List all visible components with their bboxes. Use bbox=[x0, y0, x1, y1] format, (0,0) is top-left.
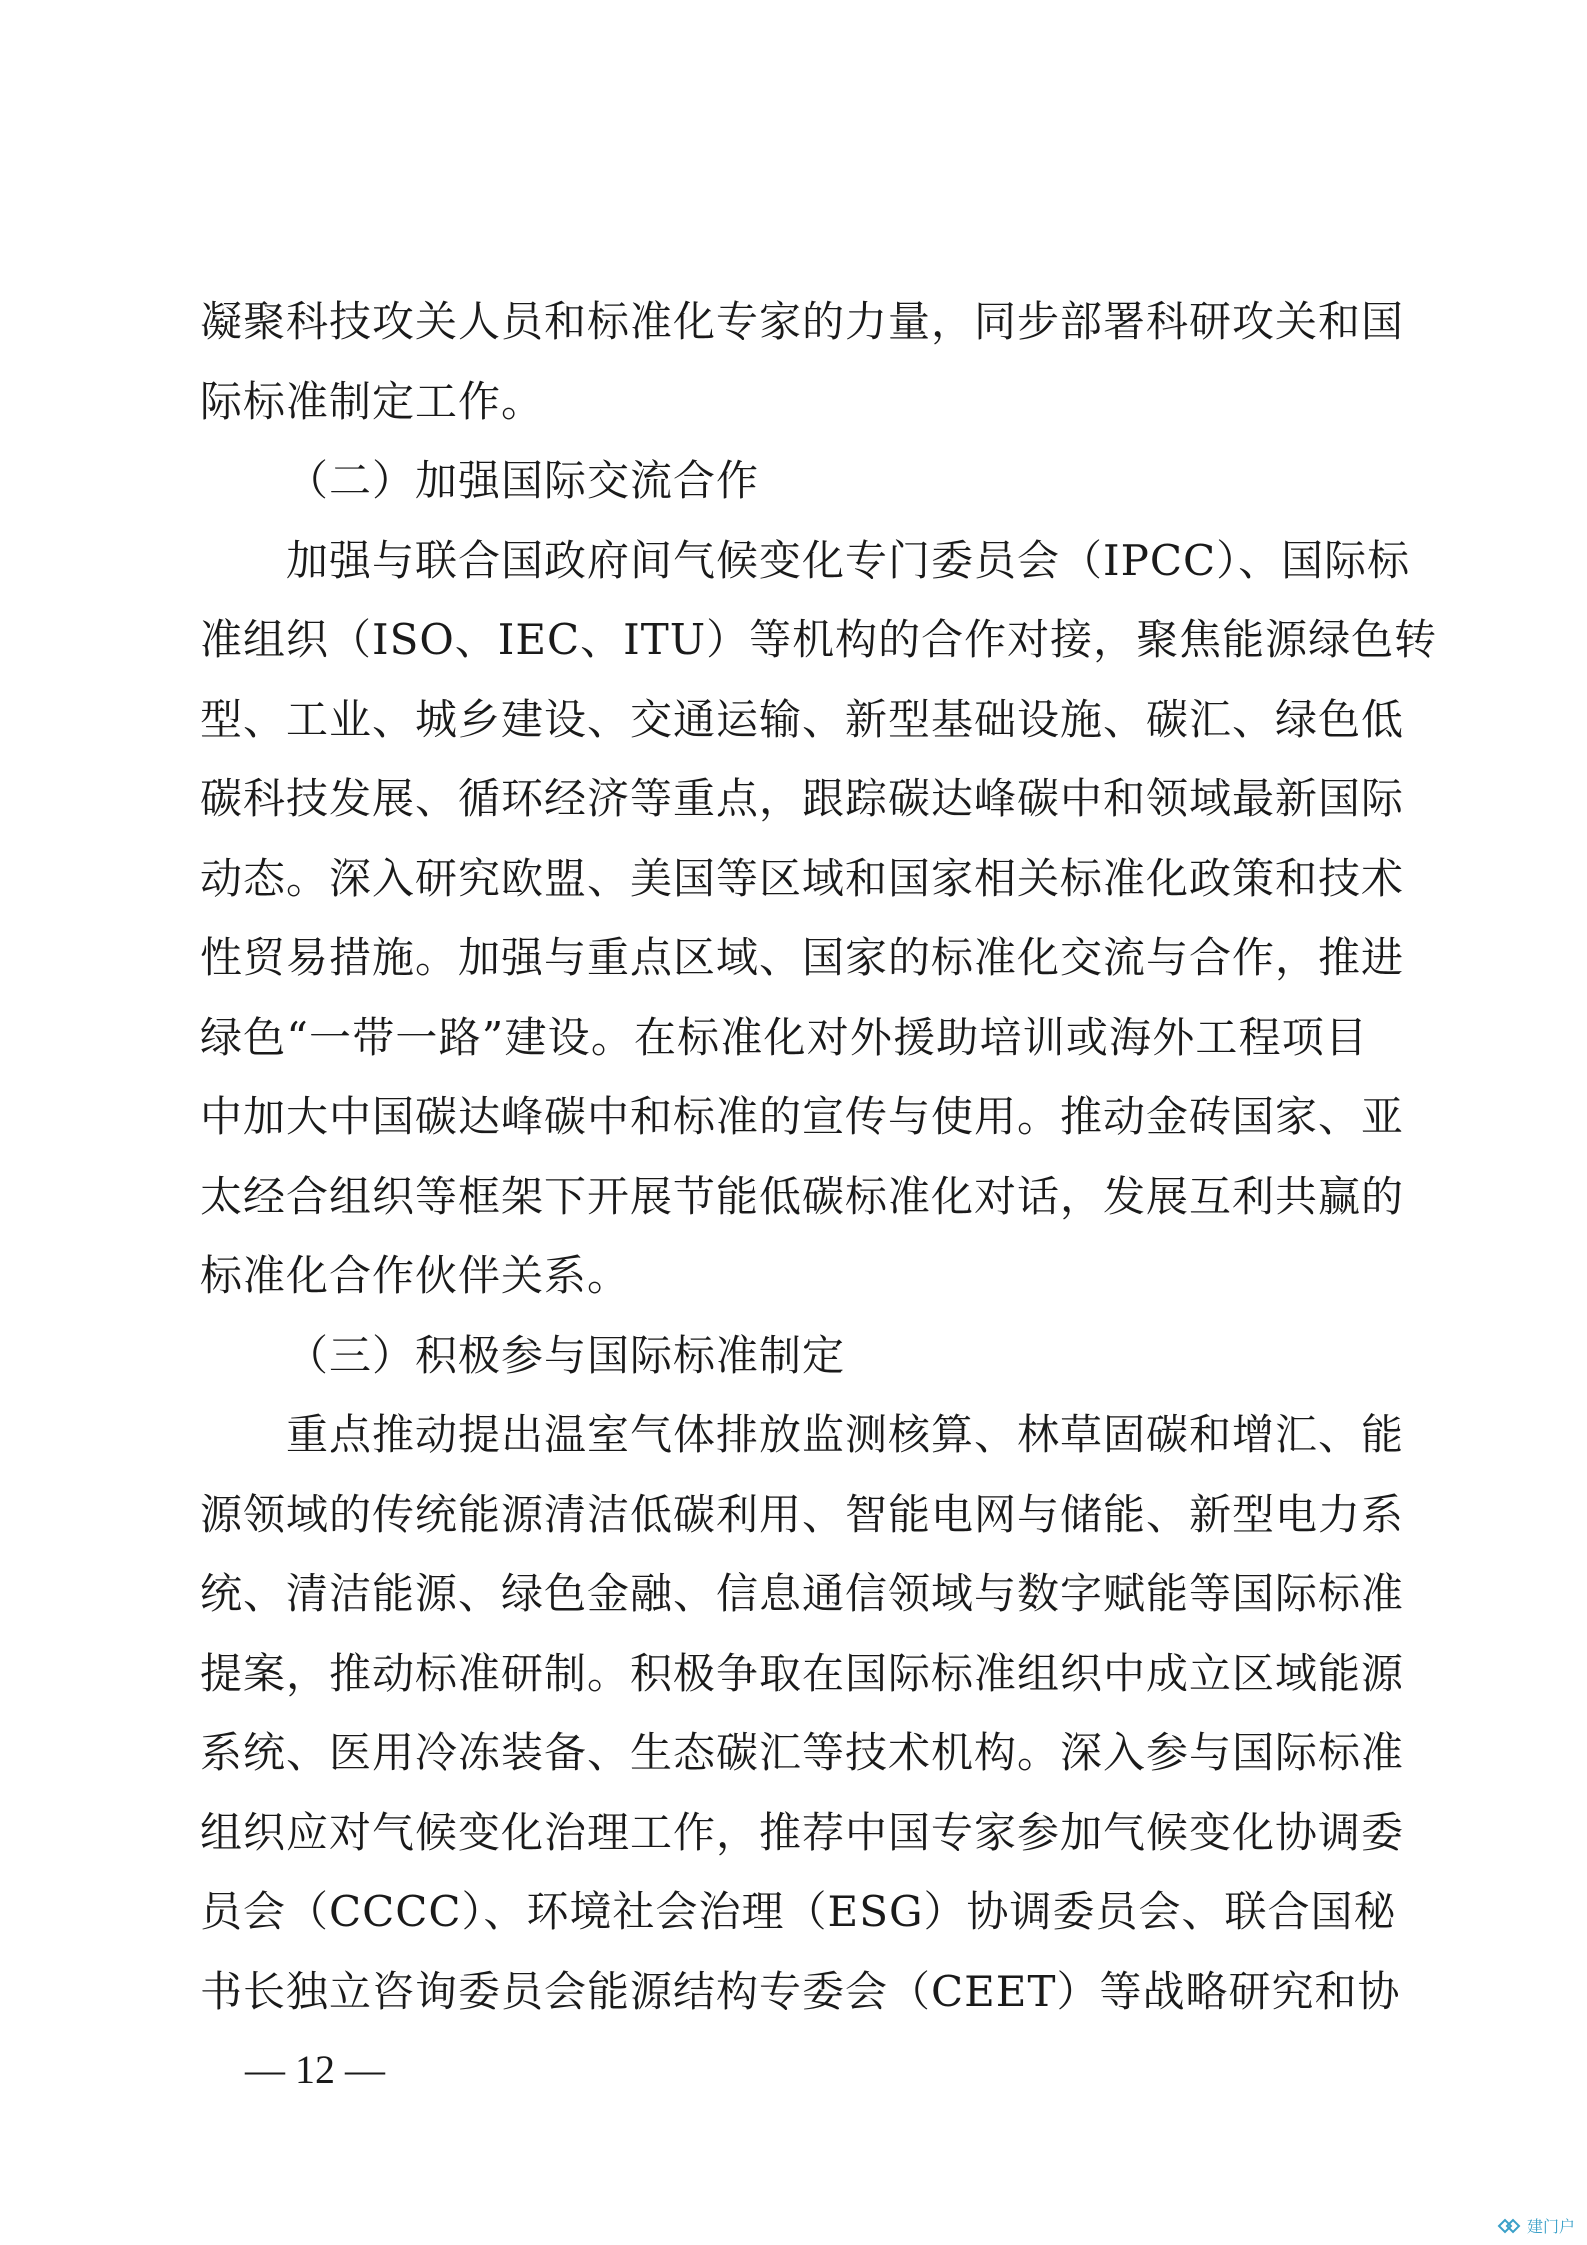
document-body bbox=[200, 282, 1438, 2031]
paragraph-line: 系统、医用冷冻装备、生态碳汇等技术机构。深入参与国际标准 bbox=[200, 1728, 1405, 1777]
diamond-logo-icon bbox=[1497, 2217, 1523, 2235]
paragraph-line: 组织应对气候变化治理工作，推荐中国专家参加气候变化协调委 bbox=[200, 1807, 1405, 1857]
paragraph-line: 中加大中国碳达峰碳中和标准的宣传与使用。推动金砖国家、亚 bbox=[200, 1092, 1405, 1141]
section-heading: （三）积极参与国际标准制定 bbox=[286, 1330, 846, 1380]
paragraph-line: 标准化合作伙伴关系。 bbox=[200, 1251, 631, 1300]
paragraph-line: 动态。深入研究欧盟、美国等区域和国家相关标准化政策和技术 bbox=[200, 853, 1405, 903]
paragraph-line: 碳科技发展、循环经济等重点，跟踪碳达峰碳中和领域最新国际 bbox=[200, 774, 1405, 823]
watermark-text: 建门户 bbox=[1526, 2219, 1575, 2236]
paragraph-line: 际标准制定工作。 bbox=[200, 376, 545, 426]
paragraph-line: 准组织（ISO、IEC、ITU）等机构的合作对接，聚焦能源绿色转 bbox=[200, 615, 1438, 664]
paragraph-line: 书长独立咨询委员会能源结构专委会（CEET）等战略研究和协 bbox=[200, 1966, 1401, 2016]
paragraph-line: 员会（CCCC）、环境社会治理（ESG）协调委员会、联合国秘 bbox=[200, 1887, 1397, 1936]
paragraph-line: 提案，推动标准研制。积极争取在国际标准组织中成立区域能源 bbox=[200, 1648, 1405, 1698]
section-heading: （二）加强国际交流合作 bbox=[286, 456, 760, 505]
watermark bbox=[1497, 2214, 1575, 2237]
paragraph-line: 统、清洁能源、绿色金融、信息通信领域与数字赋能等国际标准 bbox=[200, 1569, 1405, 1618]
paragraph-line: 加强与联合国政府间气候变化专门委员会（IPCC）、国际标 bbox=[286, 535, 1411, 585]
paragraph-line: 绿色“一带一路”建设。在标准化对外援助培训或海外工程项目 bbox=[200, 1012, 1368, 1062]
paragraph-line: 性贸易措施。加强与重点区域、国家的标准化交流与合作，推进 bbox=[200, 933, 1405, 982]
paragraph-line: 凝聚科技攻关人员和标准化专家的力量，同步部署科研攻关和国 bbox=[200, 297, 1405, 346]
paragraph-line: 重点推动提出温室气体排放监测核算、林草固碳和增汇、能 bbox=[286, 1410, 1405, 1459]
page-number: — 12 — bbox=[245, 2047, 385, 2092]
paragraph-line: 型、工业、城乡建设、交通运输、新型基础设施、碳汇、绿色低 bbox=[200, 694, 1405, 744]
paragraph-line: 源领域的传统能源清洁低碳利用、智能电网与储能、新型电力系 bbox=[200, 1489, 1405, 1539]
paragraph-line: 太经合组织等框架下开展节能低碳标准化对话，发展互利共赢的 bbox=[200, 1171, 1405, 1221]
